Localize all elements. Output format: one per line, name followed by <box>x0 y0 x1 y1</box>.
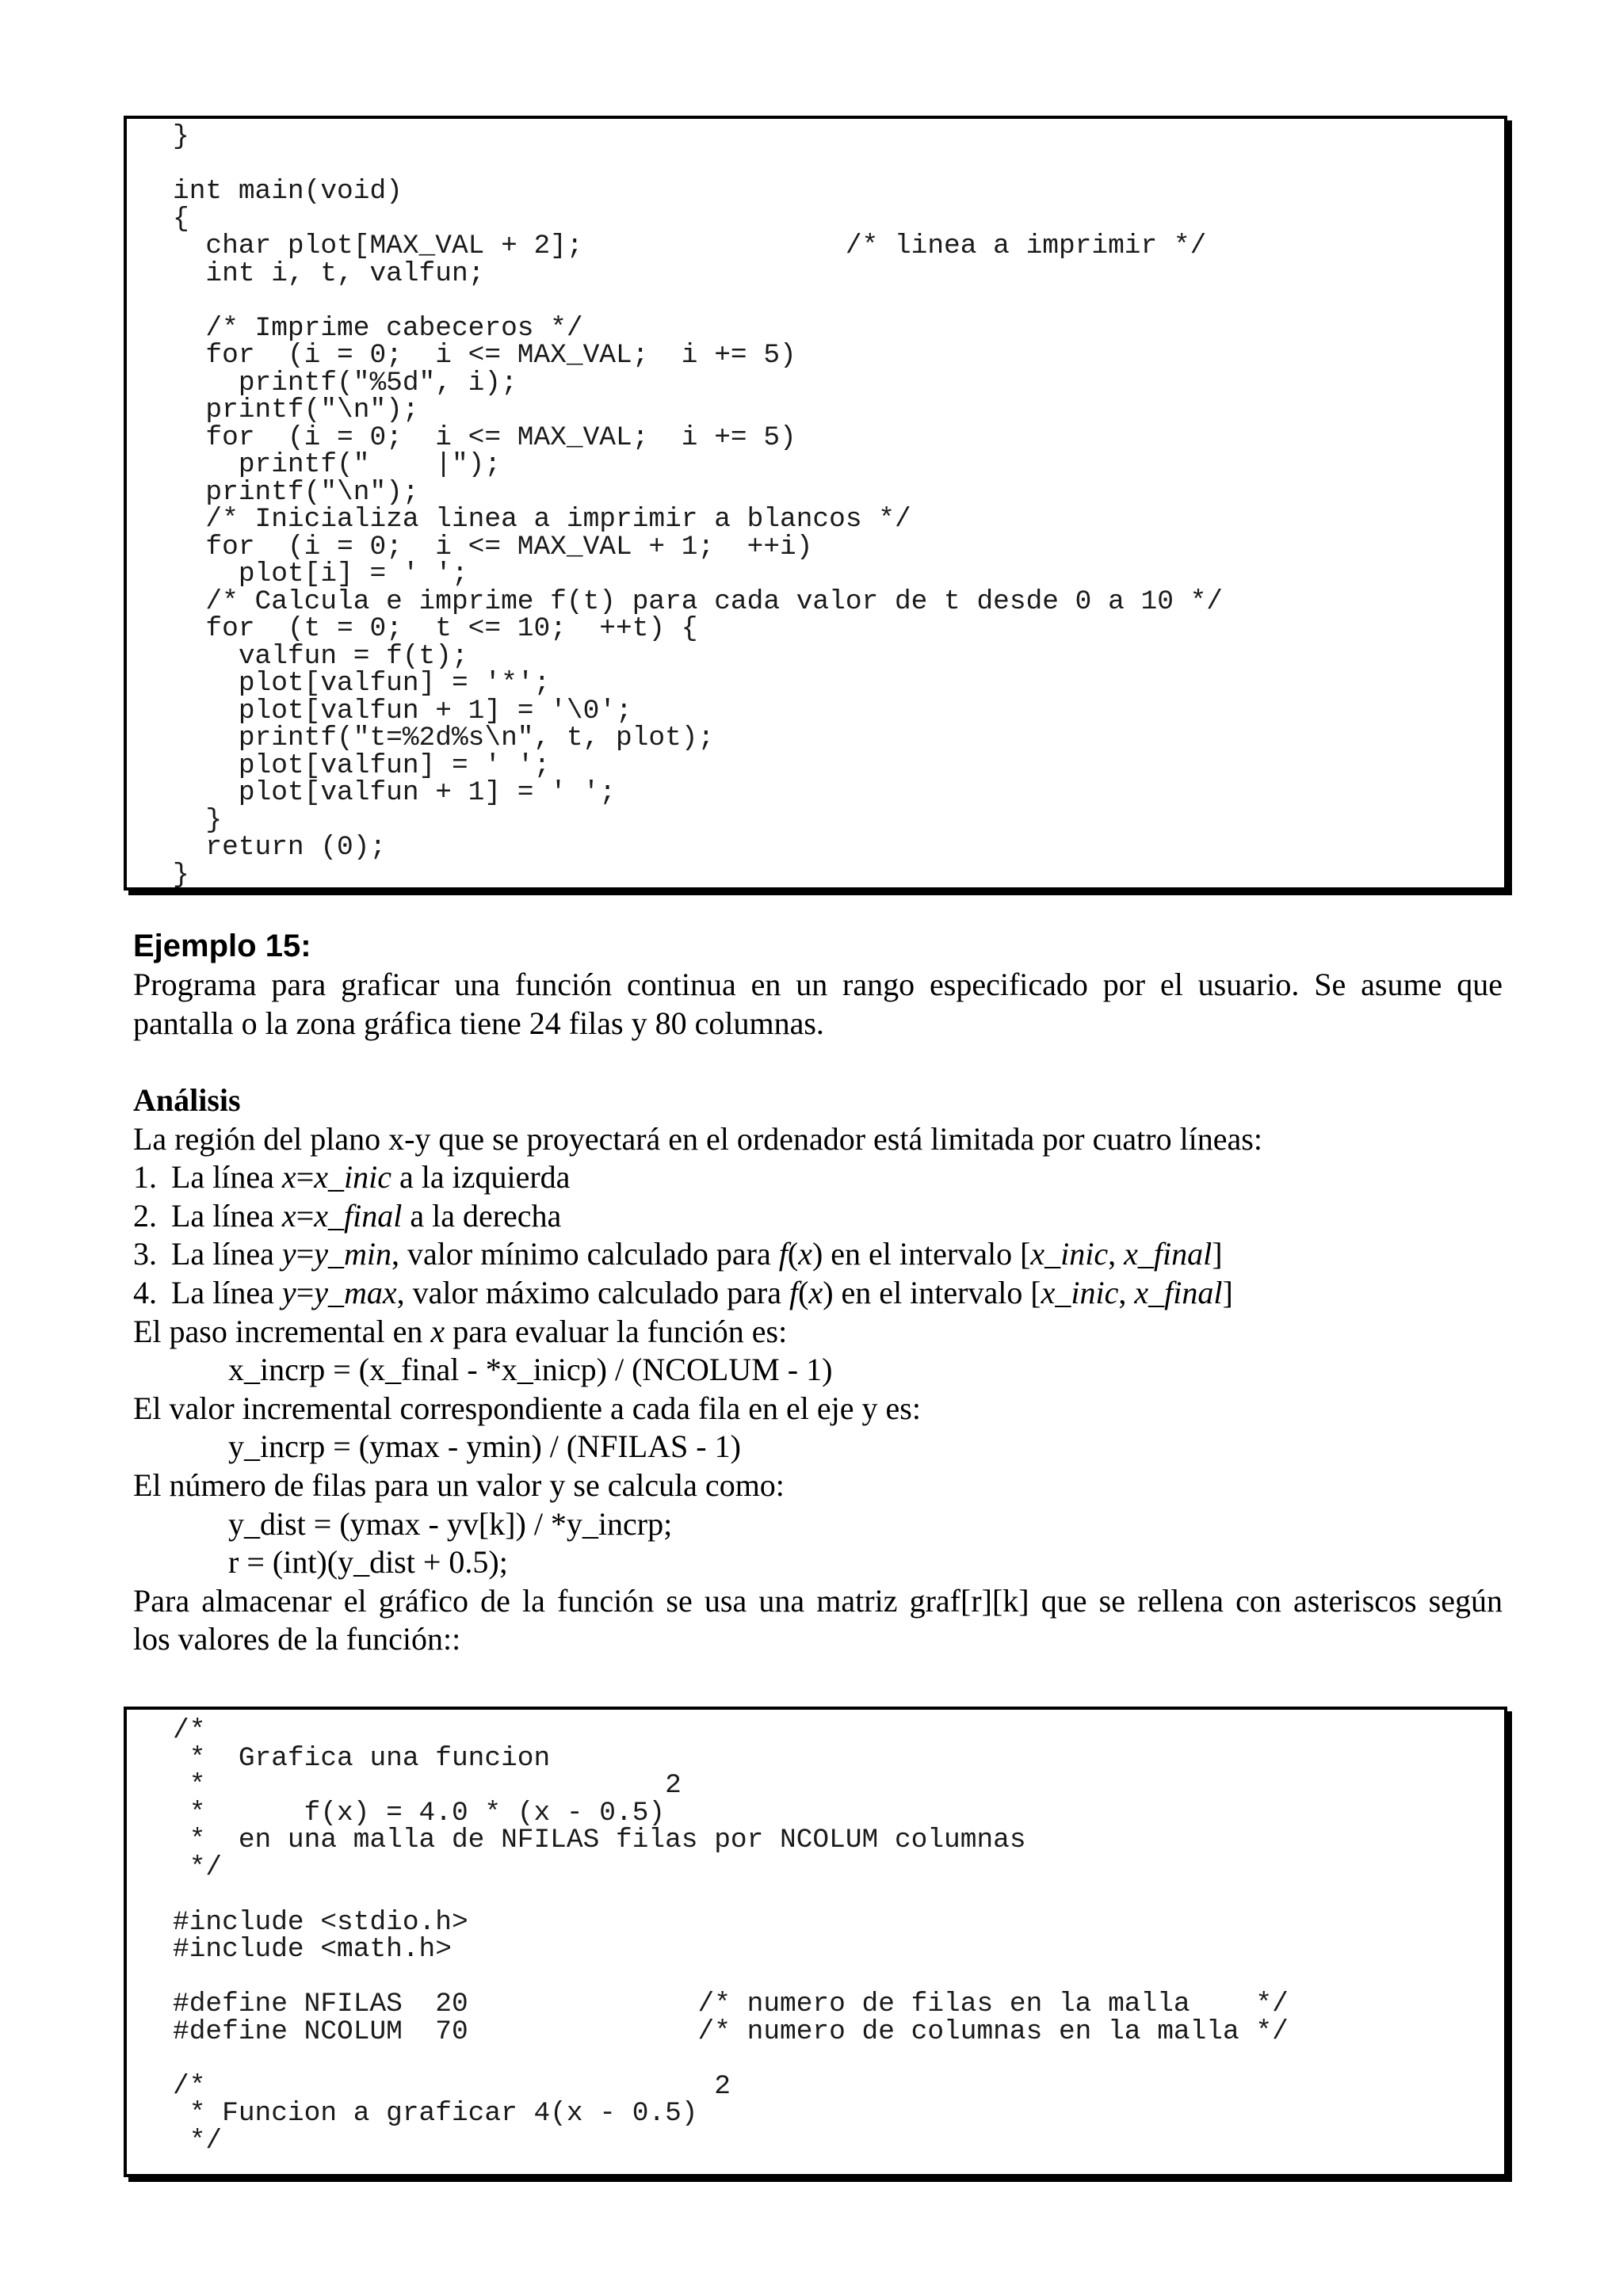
rows-formula-2: r = (int)(y_dist + 0.5); <box>228 1544 508 1581</box>
analysis-heading: Análisis <box>133 1082 241 1118</box>
boundary-item-3: 3. La línea y=y_min, valor mínimo calculado para f(x) en el intervalo [x_inic, x_final] <box>133 1236 1223 1272</box>
example-intro <box>133 966 1503 1043</box>
intro-line-1: Programa para graficar una función continua en un rango especificado por el usuario. Se asume que <box>133 967 1503 1002</box>
rows-formula-1: y_dist = (ymax - yv[k]) / *y_incrp; <box>228 1505 673 1542</box>
boundary-item-1: 1. La línea x=x_inic a la izquierda <box>133 1159 571 1196</box>
example-title: Ejemplo 15: <box>133 929 311 963</box>
code-block-graph-program <box>124 1707 1507 2177</box>
rows-intro: El número de filas para un valor y se calcula como: <box>133 1466 785 1503</box>
region-sentence: La región del plano x-y que se proyectará en el ordenador está limitada por cuatro líneas: <box>133 1120 1262 1157</box>
row-intro: El valor incremental correspondiente a cada fila en el eje y es: <box>133 1390 921 1426</box>
matrix-line-2: los valores de la función:: <box>133 1621 461 1657</box>
analysis-section <box>133 1081 1503 1659</box>
step-formula: x_incrp = (x_final - *x_inicp) / (NCOLUM - 1) <box>228 1352 833 1388</box>
boundary-item-4: 4. La línea y=y_max, valor máximo calculado para f(x) en el intervalo [x_inic, x_final] <box>133 1274 1233 1310</box>
code-block-main-function <box>124 116 1507 891</box>
intro-line-2: pantalla o la zona gráfica tiene 24 filas y 80 columnas. <box>133 1005 824 1041</box>
row-formula: y_incrp = (ymax - ymin) / (NFILAS - 1) <box>228 1428 741 1465</box>
code-listing-1: } int main(void) { char plot[MAX_VAL + 2]; /* linea a imprimir */ int i, t, valfun; /* Imprime cabeceros */ for (i = 0; i <= MAX_VAL; i += 5) printf("%5d", i); printf("\n"); for (i = 0; i <= MAX_VAL; i += 5) printf(" |"); printf("\n"); /* Inicializa linea a imprimir a blancos */ for (i = 0; i <= MAX_VAL + 1; ++i) plot[i] = ' '; /* Calcula e imprime f(t) para cada valor de t desde 0 a 10 */ for (t = 0; t <= 10; ++t) { valfun = f(t); plot[valfun] = '*'; plot[valfun + 1] = '\0'; printf("t=%2d%s\n", t, plot); plot[valfun] = ' '; plot[valfun + 1] = ' '; } return (0); } <box>173 121 1224 891</box>
code-listing-2: /* * Grafica una funcion * 2 * f(x) = 4.0 * (x - 0.5) * en una malla de NFILAS filas por NCOLUM columnas */ #include <stdio.h> #include <math.h> #define NFILAS 20 /* numero de filas en la malla */ #define NCOLUM 70 /* numero de columnas en la malla */ /* 2 * Funcion a graficar 4(x - 0.5) */ <box>173 1715 1289 2157</box>
step-intro: El paso incremental en x para evaluar la función es: <box>133 1313 788 1349</box>
matrix-line-1: Para almacenar el gráfico de la función se usa una matriz graf[r][k] que se rellena con asteriscos según <box>133 1582 1503 1619</box>
boundary-item-2: 2. La línea x=x_final a la derecha <box>133 1197 562 1234</box>
